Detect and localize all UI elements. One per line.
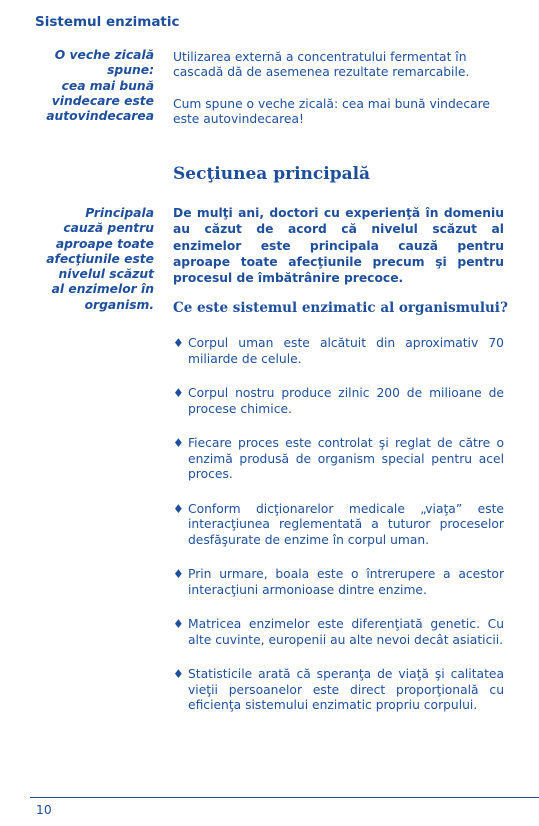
bullet-diamond-icon: ♦ — [173, 436, 184, 450]
list-item — [173, 386, 504, 417]
intro-paragraph-2-block — [173, 97, 504, 126]
list-item-text: Fiecare proces este controlat şi reglat de către o enzimă produsă de organism special pentru acel proces. — [188, 436, 504, 481]
list-item — [173, 502, 504, 549]
list-item-text: Corpul uman este alcătuit din aproximativ 70 miliarde de celule. — [188, 336, 504, 366]
sidenote-main-cause — [20, 206, 154, 313]
list-item-text: Statisticile arată că speranţa de viaţă şi calitatea vieţii persoanelor este direct proporţională cu eficienţa sistemului enzimatic propriu corpului. — [188, 667, 504, 712]
bullet-list — [173, 336, 504, 714]
list-item — [173, 667, 504, 714]
bullet-diamond-icon: ♦ — [173, 501, 184, 516]
page-number: 10 — [36, 803, 52, 817]
intro-paragraph-1-block — [173, 50, 504, 79]
sidenote-line: afecţiunile este — [46, 251, 154, 266]
sidenote-line: vindecare este — [51, 93, 154, 108]
sidenote-line: cauză pentru — [63, 221, 154, 236]
sidenote-line: O veche zicală — [54, 48, 154, 62]
section-title: Secţiunea principală — [173, 164, 371, 184]
bullet-diamond-icon: ♦ — [173, 386, 184, 400]
running-header: Sistemul enzimatic — [35, 14, 180, 30]
sidenote-line: spune: — [107, 63, 154, 78]
lead-paragraph: De mulţi ani, doctori cu experienţă în domeniu au căzut de acord că nivelul scăzut al enzimelor este principala cauză pentru aproape toate afecţiunile precum şi pentru procesul de îmbătrânire precoce. — [173, 206, 504, 286]
list-item-text: Corpul nostru produce zilnic 200 de milioane de procese chimice. — [188, 386, 504, 416]
intro-paragraph: Cum spune o veche zicală: cea mai bună vindecare este autovindecarea! — [173, 97, 490, 126]
sidenote-line: aproape toate — [55, 236, 154, 251]
list-item — [173, 436, 504, 483]
section-question: Ce este sistemul enzimatic al organismului? — [173, 300, 508, 316]
sidenote-proverb — [20, 48, 154, 124]
sidenote-line: al enzimelor în — [51, 282, 154, 297]
bullet-diamond-icon: ♦ — [173, 667, 184, 681]
list-item-text: Conform dicţionarelor medicale „viaţa” este interacţiunea reglementată a tuturor proceselor desfăşurate de enzime în corpul uman. — [188, 501, 504, 547]
sidenote-line: organism. — [84, 297, 154, 312]
bullet-diamond-icon: ♦ — [173, 567, 184, 581]
list-item-text: Matricea enzimelor este diferenţiată genetic. Cu alte cuvinte, europenii au alte nevoi decât asiaticii. — [188, 617, 504, 647]
footer-divider — [30, 797, 539, 798]
list-item — [173, 336, 504, 367]
bullet-diamond-icon: ♦ — [173, 617, 184, 631]
list-item — [173, 617, 504, 648]
list-item-text: Prin urmare, boala este o întrerupere a acestor interacţiuni armonioase dintre enzime. — [188, 567, 504, 597]
intro-paragraph: Utilizarea externă a concentratului fermentat în cascadă dă de asemenea rezultate remarcabile. — [173, 50, 470, 79]
sidenote-line: nivelul scăzut — [58, 267, 154, 282]
sidenote-line: autovindecarea — [46, 109, 154, 124]
bullet-diamond-icon: ♦ — [173, 336, 184, 350]
sidenote-line: cea mai bună — [61, 78, 154, 93]
list-item — [173, 567, 504, 598]
sidenote-line: Principala — [85, 206, 154, 220]
